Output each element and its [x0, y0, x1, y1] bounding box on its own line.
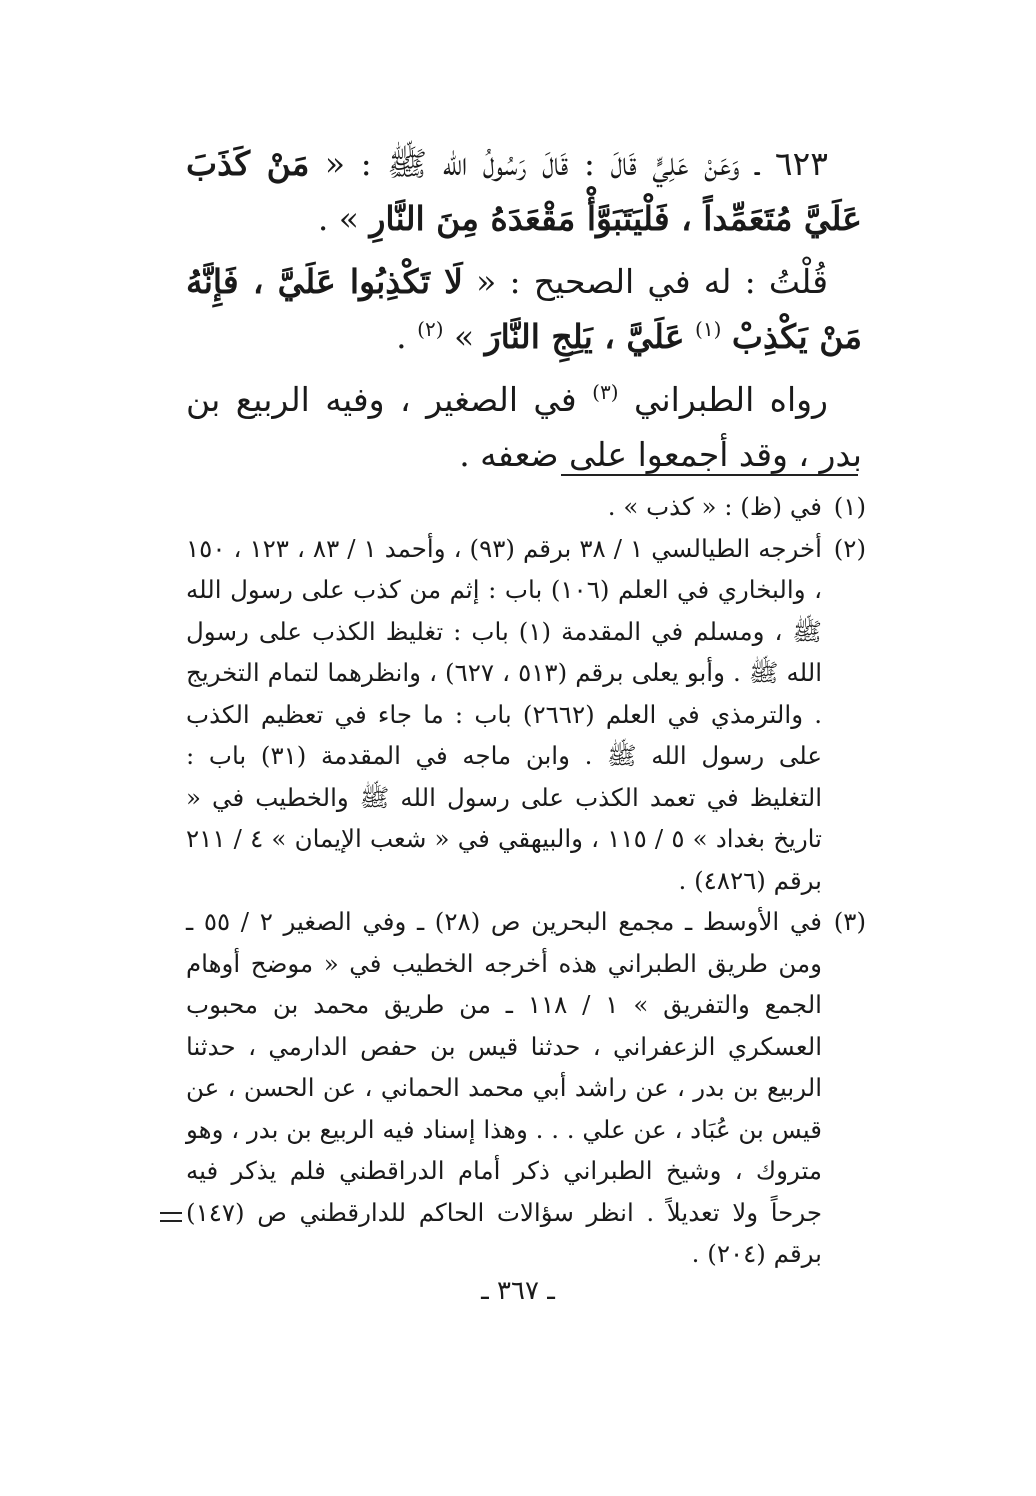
footnote-ref-3[interactable]: (٣): [592, 380, 619, 404]
footnote-text: في (ظ) : « كذب » .: [607, 492, 822, 521]
takhrij-paragraph: [186, 372, 862, 482]
footnote-number: (٢): [833, 533, 866, 563]
qult-intro: قُلْتُ : له في الصحيح : «: [476, 262, 828, 301]
qult-matn-part1: لَا تَكْذِبُوا عَلَيَّ ، فَإِنَّهُ مَنْ يَكْذِبْ: [186, 262, 862, 356]
qult-paragraph: [186, 254, 862, 364]
footnote-1: [186, 486, 866, 528]
continuation-mark: [160, 1212, 182, 1226]
qult-matn-part2: عَلَيَّ ، يَلِجِ النَّارَ: [484, 317, 685, 356]
takhrij-part2: في الصغير ، وفيه الربيع بن بدر ، وقد أجمعوا على ضعفه .: [186, 380, 862, 474]
hadith-matn: مَنْ كَذَبَ عَلَيَّ مُتَعَمِّداً ، فَلْيَتَبَوَّأْ مَقْعَدَهُ مِنَ النَّارِ: [186, 144, 862, 238]
qult-end: .: [396, 317, 407, 356]
footnote-ref-2[interactable]: (٢): [417, 317, 444, 341]
footnote-number: (٣): [833, 907, 866, 936]
qult-closing: »: [454, 317, 475, 356]
footnotes: [186, 486, 866, 1275]
hadith-paragraph: [186, 136, 862, 246]
footnote-divider: [561, 474, 858, 476]
footnote-text: في الأوسط ـ مجمع البحرين ص (٢٨) ـ وفي الصغير ٢ / ٥٥ ـ ومن طريق الطبراني هذه أخرجه الخطيب في « موضح أوهام الجمع والتفريق » ١ / ١١٨ ـ من طريق محمد بن محبوب العسكري الزعفراني ، حدثنا قيس بن حفص الدارمي ، حدثنا الربيع بن بدر ، عن راشد أبي محمد الحماني ، عن الحسن ، عن قيس بن عُبَاد ، عن علي . . . وهذا إسناد فيه الربيع بن بدر ، وهو متروك ، وشيخ الطبراني ذكر أمام الدراقطني فلم يذكر فيه جرحاً ولا تعديلاً . انظر سؤالات الحاكم للدارقطني ص (١٤٧) برقم (٢٠٤) .: [186, 907, 822, 1268]
takhrij-part1: رواه الطبراني: [633, 380, 828, 419]
footnote-ref-1[interactable]: (١): [695, 317, 722, 341]
hadith-closing: » .: [317, 199, 359, 238]
main-text: [186, 136, 862, 490]
footnote-number: (١): [833, 492, 866, 521]
footnote-3: [186, 901, 866, 1275]
hadith-intro: ٦٢٣ ـ وَعَنْ عَلِيٍّ قَالَ : قَالَ رَسُولُ الله ﷺ : «: [324, 144, 828, 183]
page-number: ـ ٣٦٧ ـ: [481, 1276, 555, 1306]
footnote-text: أخرجه الطيالسي ١ / ٣٨ برقم (٩٣) ، وأحمد ١ / ٨٣ ، ١٢٣ ، ١٥٠ ، والبخاري في العلم (١٠٦) باب : إثم من كذب على رسول الله ﷺ ، ومسلم في المقدمة (١) باب : تغليظ الكذب على رسول الله ﷺ . وأبو يعلى برقم (٥١٣ ، ٦٢٧) ، وانظرهما لتمام التخريج . والترمذي في العلم (٢٦٦٢) باب : ما جاء في تعظيم الكذب على رسول الله ﷺ . وابن ماجه في المقدمة (٣١) باب : التغليظ في تعمد الكذب على رسول الله ﷺ والخطيب في « تاريخ بغداد » ٥ / ١١٥ ، والبيهقي في « شعب الإيمان » ٤ / ٢١١ برقم (٤٨٢٦) .: [186, 533, 823, 895]
footnote-2: [186, 528, 866, 902]
